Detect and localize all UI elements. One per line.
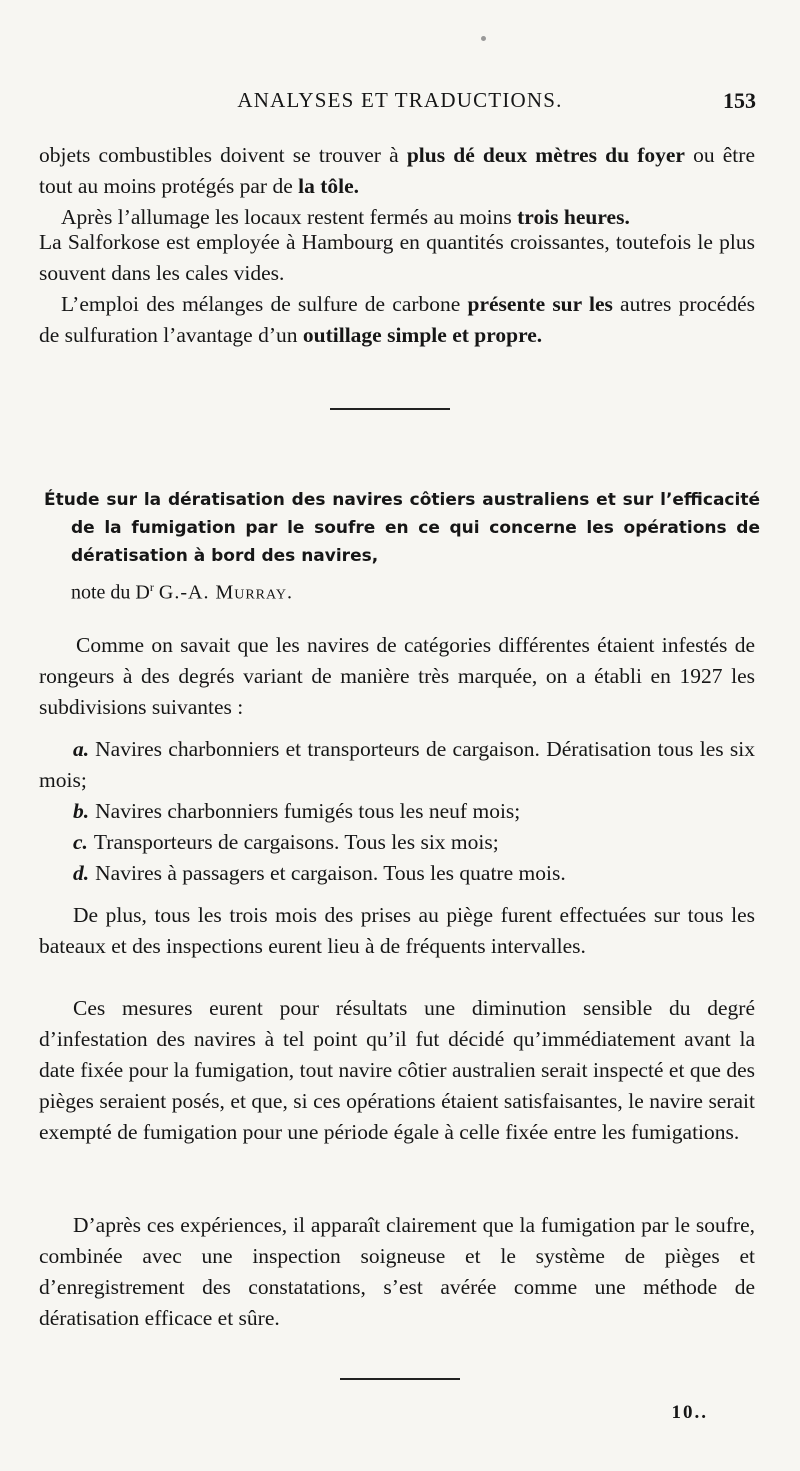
running-head [40,88,760,120]
printer-signature: 10.. [671,1402,708,1423]
intro-paragraph-1: objets combustibles doivent se trouver à plus dé deux mètres du foyer ou être tout au moins protégés par de la tôle. [39,143,755,198]
body-paragraph-3: Ces mesures eurent pour résultats une diminution sensible du degré d’infestation des navires à tel point qu’il fut décidé qu’immédiatement avant la date fixée pour la fumigation, tout navire côtier australien serait inspecté et que des pièges seraient posés, et que, si ces opérations étaient satisfaisantes, le navire serait exempté de fumigation pour une période égale à celle fixée entre les fumigations. [39,996,755,1144]
running-title: ANALYSES ET TRADUCTIONS. [237,88,563,112]
body-paragraph-2: De plus, tous les trois mois des prises au piège furent effectuées sur tous les bateaux et des inspections eurent lieu à de fréquents intervalles. [39,903,755,958]
section-divider [330,408,450,410]
article-heading [44,486,760,607]
list-item-b: b. Navires charbonniers fumigés tous les neuf mois; [73,799,521,823]
list-item-c: c. Transporteurs de cargaisons. Tous les six mois; [73,830,499,854]
intro-paragraph-2: Après l’allumage les locaux restent fermés au moins trois heures. [61,205,630,229]
body-paragraph-1: Comme on savait que les navires de catégories différentes étaient infestés de rongeurs à des degrés variant de manière très marquée, on a établi en 1927 les subdivisions suivantes : [39,633,755,719]
intro-paragraph-3: La Salforkose est employée à Hambourg en quantités croissantes, toutefois le plus souvent dans les cales vides. [39,230,755,285]
intro-paragraph-4: L’emploi des mélanges de sulfure de carbone présente sur les autres procédés de sulfuration l’avantage d’un outillage simple et propre. [39,292,755,347]
list-item-d: d. Navires à passagers et cargaison. Tous les quatre mois. [73,861,566,885]
list-item-a: a. Navires charbonniers et transporteurs de cargaison. Dératisation tous les six mois; [39,737,755,792]
end-divider [340,1378,460,1380]
article-author: note du $D^r$ G.-A. Murray. [71,580,293,604]
print-speck [481,36,486,41]
article-title: Étude sur la dératisation des navires côtiers australiens et sur l’efficacité de la fumigation par le soufre en ce qui concerne les opérations de dératisation à bord des navires, [44,490,760,566]
body-paragraph-4: D’après ces expériences, il apparaît clairement que la fumigation par le soufre, combinée avec une inspection soigneuse et le système de pièges et d’enregistrement des constatations, s’est avérée comme une méthode de dératisation efficace et sûre. [39,1213,755,1330]
page-number: 153 [723,88,756,113]
